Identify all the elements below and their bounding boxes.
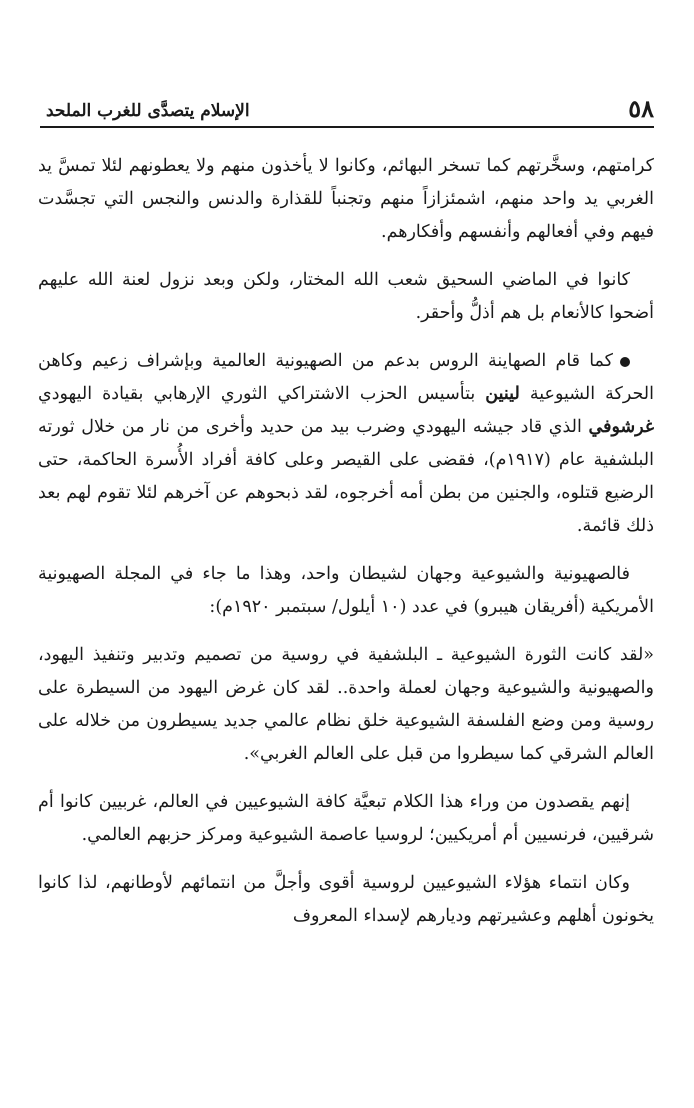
paragraph-quote: «لقد كانت الثورة الشيوعية ـ البلشفية في روسية من تصميم وتدبير وتنفيذ اليهود، والصهيونية والشيوعية وجهان لعملة واحدة.. لقد كان غرض اليهود من السيطرة على روسية ومن وضع الفلسفة الشيوعية خلق نظام عالمي جديد يسيطرون من خلاله على العالم الشرقي كما سيطروا من قبل على العالم الغربي». (38, 645, 654, 764)
paragraph-text-part: الذي قاد جيشه اليهودي وضرب بيد من حديد وأخرى من نار من خلال ثورته البلشفية عام (١٩١٧م)، فقضى على القيصر وعلى كافة أفراد الأُسرة الحاكمة، حتى الرضيع قتلوه، والجنين من بطن أمه أخرجوه، لقد ذبحوهم عن آخرهم لئلا تقوم لهم بعد ذلك قائمة. (38, 417, 654, 536)
page-number: ٥٨ (628, 94, 654, 123)
name-gershuni: غرشوفي (588, 417, 654, 437)
name-lenin: لينين (485, 384, 520, 404)
paragraph-text-part: بتأسيس الحزب الاشتراكي الثوري الإرهابي بقيادة اليهودي (38, 384, 486, 404)
body-text (38, 150, 654, 948)
bullet-icon (620, 357, 630, 367)
paragraph-zionism-communism: فالصهيونية والشيوعية وجهان لشيطان واحد، وهذا ما جاء في المجلة الصهيونية الأمريكية (أفريقان هيبرو) في عدد (١٠ أيلول/ سبتمبر ١٩٢٠م): (38, 564, 654, 617)
page-header (40, 94, 654, 128)
paragraph-intent: إنهم يقصدون من وراء هذا الكلام تبعيَّة كافة الشيوعيين في العالم، غربيين كانوا أم شرقيين، فرنسيين أم أمريكيين؛ لروسيا عاصمة الشيوعية ومركز حزبهم العالمي. (38, 792, 654, 845)
paragraph-loyalty: وكان انتماء هؤلاء الشيوعيين لروسية أقوى وأجلَّ من انتمائهم لأوطانهم، لذا كانوا يخونون أهلهم وعشيرتهم وديارهم لإسداء المعروف (38, 873, 654, 926)
paragraph-chosen-people: كانوا في الماضي السحيق شعب الله المختار، ولكن وبعد نزول لعنة الله عليهم أضحوا كالأنعام بل هم أذلُّ وأحقر. (38, 270, 654, 323)
paragraph-bolshevik-revolution (38, 345, 654, 543)
running-title: الإسلام يتصدَّى للغرب الملحد (40, 100, 250, 122)
paragraph-continued: كرامتهم، وسخَّرتهم كما تسخر البهائم، وكانوا لا يأخذون منهم ولا يعطونهم لئلا تمسَّ يد الغربي يد واحد منهم، اشمئزازاً منهم وتجنباً للقذارة والدنس والنجس التي تجسَّدت فيهم وفي أفعالهم وأنفسهم وأفكارهم. (38, 156, 654, 242)
paragraph-text-part: كما قام الصهاينة الروس بدعم من الصهيونية العالمية وبإشراف زعيم وكاهن الحركة الشيوعية (38, 351, 654, 404)
